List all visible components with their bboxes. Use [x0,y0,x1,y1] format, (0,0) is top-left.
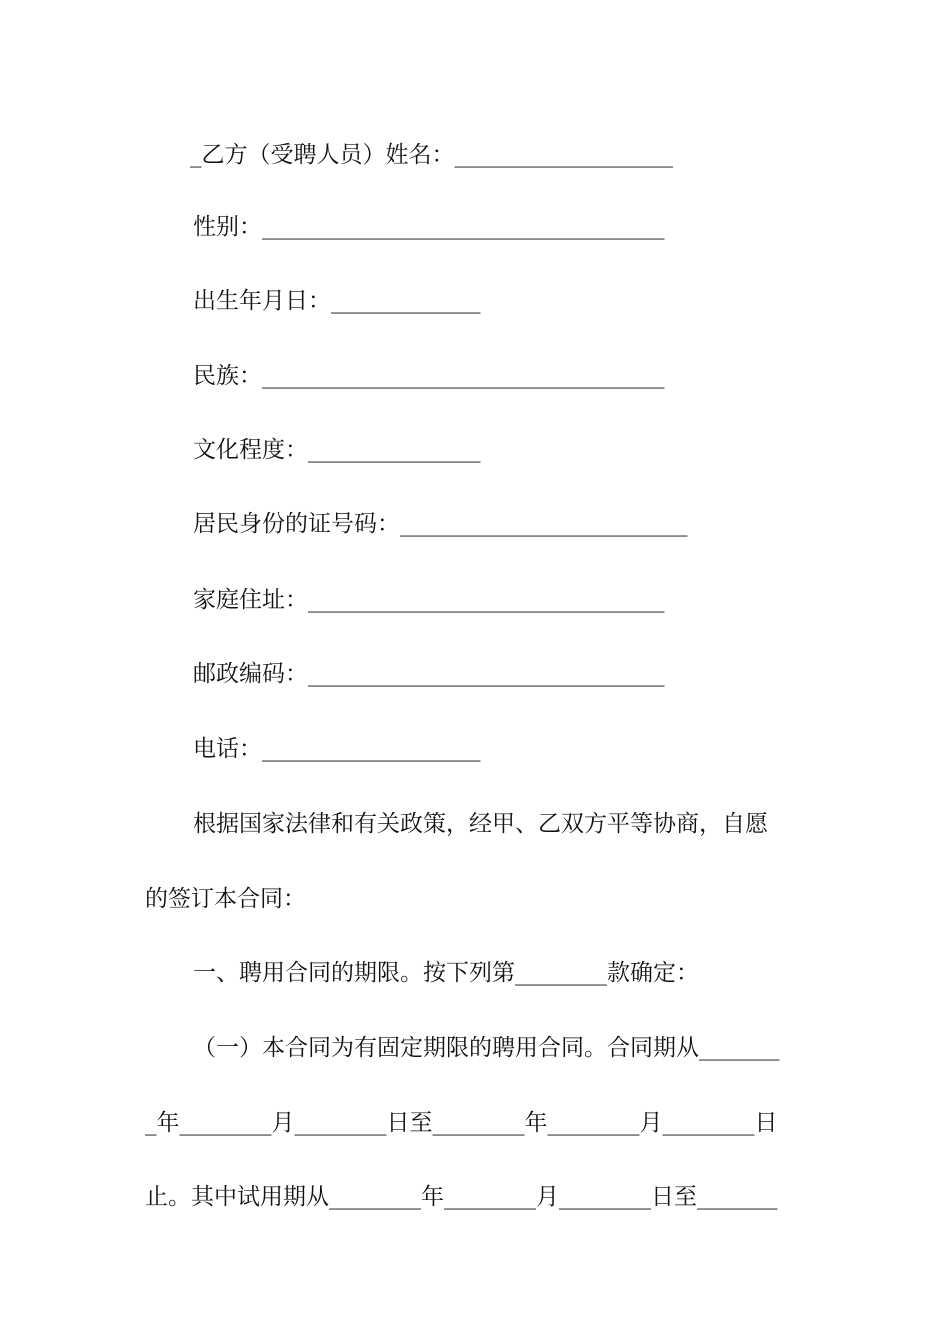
clause-1-line-3: 止。其中试用期从________年________月________日至_______ [145,1184,778,1210]
party-b-name-field: _乙方（受聘人员）姓名：___________________ [190,142,673,168]
id-number-field: 居民身份的证号码：_________________________ [193,511,688,537]
preamble-paragraph-line-1: 根据国家法律和有关政策，经甲、乙双方平等协商，自愿 [193,811,768,837]
gender-field: 性别：___________________________________ [193,214,665,240]
preamble-paragraph-line-2: 的签订本合同： [145,886,306,912]
education-field: 文化程度：_______________ [193,437,481,463]
section-1-heading: 一、聘用合同的期限。按下列第________款确定： [193,960,699,986]
birth-date-field: 出生年月日：_____________ [193,288,481,314]
clause-1-line-1: （一）本合同为有固定期限的聘用合同。合同期从_______ [193,1035,780,1061]
postal-code-field: 邮政编码：_______________________________ [193,661,665,687]
clause-1-line-2: _年________月________日至________年________月________日 [145,1110,778,1136]
ethnicity-field: 民族：___________________________________ [193,363,665,389]
phone-field: 电话：___________________ [193,736,481,762]
home-address-field: 家庭住址：_______________________________ [193,587,665,613]
